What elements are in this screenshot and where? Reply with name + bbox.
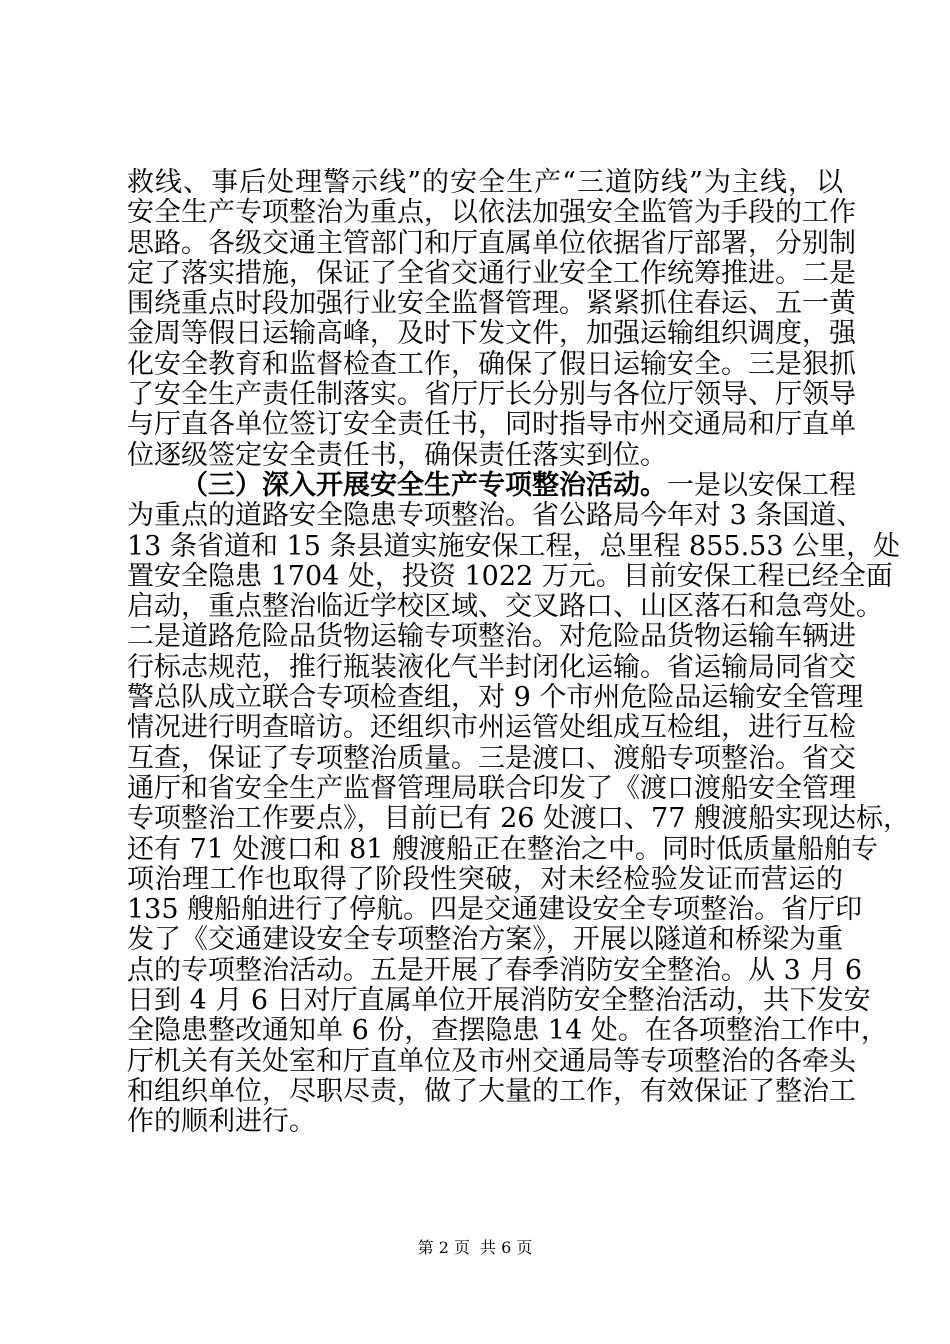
text-line: 了安全生产责任制落实。省厅厅长分别与各位厅领导、厅领导 (127, 379, 856, 411)
text-line: 为重点的道路安全隐患专项整治。省公路局今年对 3 条国道、 (127, 500, 864, 532)
text-line: 围绕重点时段加强行业安全监督管理。紧紧抓住春运、五一黄 (127, 288, 856, 320)
text-line: 点的专项整治活动。五是开展了春季消防安全整治。从 3 月 6 (127, 954, 863, 986)
text-line: 与厅直各单位签订安全责任书，同时指导市州交通局和厅直单 (127, 409, 856, 441)
document-body (127, 167, 910, 1138)
section-heading-continuation: 一是以安保工程 (667, 469, 856, 501)
text-line: 135 艘船舶进行了停航。四是交通建设安全专项整治。省厅印 (127, 894, 863, 926)
text-line: 互查，保证了专项整治质量。三是渡口、渡船专项整治。省交 (127, 742, 856, 774)
text-line: 项治理工作也取得了阶段性突破，对未经检验发证而营运的 (127, 863, 843, 895)
text-line: 位逐级签定安全责任书，确保责任落实到位。 (127, 439, 667, 471)
text-line: 还有 71 处渡口和 81 艘渡船正在整治之中。同时低质量船舶专 (127, 833, 879, 865)
text-line: 通厅和省安全生产监督管理局联合印发了《渡口渡船安全管理 (127, 772, 856, 804)
text-line: 启动，重点整治临近学校区域、交叉路口、山区落石和急弯处。 (127, 591, 883, 623)
text-line: 警总队成立联合专项检查组，对 9 个市州危险品运输安全管理 (127, 682, 864, 714)
text-line: 发了《交通建设安全专项整治方案》，开展以隧道和桥梁为重 (127, 924, 843, 956)
section-heading-line (127, 469, 856, 501)
text-line: 思路。各级交通主管部门和厅直属单位依据省厅部署，分别制 (127, 227, 856, 259)
text-line: 二是道路危险品货物运输专项整治。对危险品货物运输车辆进 (127, 621, 856, 653)
text-line: 和组织单位，尽职尽责，做了大量的工作，有效保证了整治工 (127, 1075, 856, 1107)
text-line: 情况进行明查暗访。还组织市州运管处组成互检组，进行互检 (127, 712, 856, 744)
section-heading: （三）深入开展安全生产专项整治活动。 (181, 469, 667, 501)
text-line: 安全生产专项整治为重点，以依法加强安全监管为手段的工作 (127, 197, 856, 229)
text-line: 救线、事后处理警示线”的安全生产“三道防线”为主线，以 (127, 167, 843, 198)
text-line: 化安全教育和监督检查工作，确保了假日运输安全。三是狠抓 (127, 348, 856, 380)
page-number: 第 2 页 (417, 1238, 470, 1257)
text-line: 金周等假日运输高峰，及时下发文件，加强运输组织调度，强 (127, 318, 856, 350)
page-total: 共 6 页 (480, 1238, 533, 1257)
text-line: 作的顺利进行。 (127, 1106, 316, 1138)
text-line: 行标志规范，推行瓶装液化气半封闭化运输。省运输局同省交 (127, 651, 856, 683)
text-line: 13 条省道和 15 条县道实施安保工程，总里程 855.53 公里，处 (127, 530, 901, 562)
text-line: 日到 4 月 6 日对厅直属单位开展消防安全整治活动，共下发安 (127, 985, 871, 1017)
text-line: 定了落实措施，保证了全省交通行业安全工作统筹推进。二是 (127, 257, 856, 289)
text-line: 置安全隐患 1704 处，投资 1022 万元。目前安保工程已经全面 (127, 560, 893, 592)
text-line: 厅机关有关处室和厅直单位及市州交通局等专项整治的各牵头 (127, 1045, 856, 1077)
page-footer (0, 1238, 950, 1258)
text-line: 专项整治工作要点》，目前已有 26 处渡口、77 艘渡船实现达标， (127, 803, 910, 835)
text-line: 全隐患整改通知单 6 份，查摆隐患 14 处。在各项整治工作中， (127, 1015, 888, 1047)
